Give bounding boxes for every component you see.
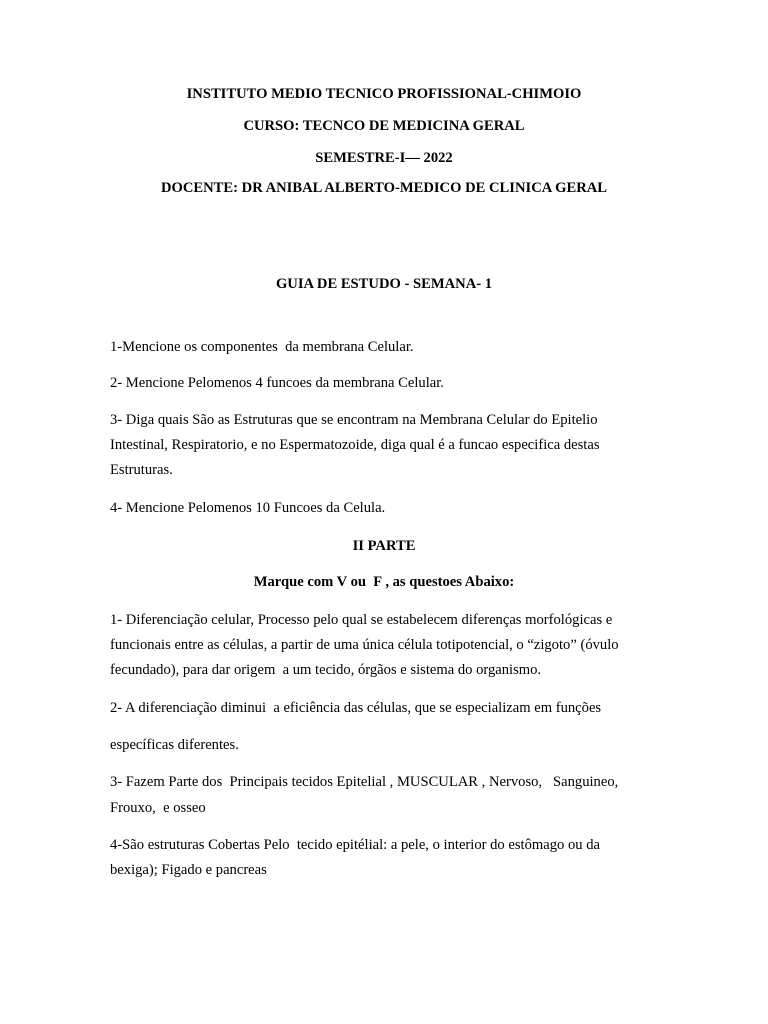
statement-1-line-3: fecundado), para dar origem a um tecido, órgãos e sistema do organismo. bbox=[110, 662, 542, 678]
statement-3-line-1: 3- Fazem Parte dos Principais tecidos Epitelial , MUSCULAR , Nervoso, Sanguineo, bbox=[110, 774, 619, 790]
course-heading: CURSO: TECNCO DE MEDICINA GERAL bbox=[243, 118, 525, 134]
question-3-line-1: 3- Diga quais São as Estruturas que se encontram na Membrana Celular do Epitelio bbox=[110, 412, 598, 428]
statement-1-line-2: funcionais entre as células, a partir de uma única célula totipotencial, o “zigoto” (óvulo bbox=[110, 637, 619, 653]
semester-heading: SEMESTRE-I— 2022 bbox=[315, 150, 453, 166]
part-2-instruction: Marque com V ou F , as questoes Abaixo: bbox=[253, 574, 515, 590]
part-2-title: II PARTE bbox=[352, 538, 416, 554]
statement-1-line-1: 1- Diferenciação celular, Processo pelo qual se estabelecem diferenças morfológicas e bbox=[110, 612, 613, 628]
statement-4-line-2: bexiga); Figado e pancreas bbox=[110, 862, 267, 878]
question-1: 1-Mencione os componentes da membrana Celular. bbox=[110, 339, 414, 355]
teacher-heading: DOCENTE: DR ANIBAL ALBERTO-MEDICO DE CLINICA GERAL bbox=[160, 180, 608, 196]
question-3-line-3: Estruturas. bbox=[110, 462, 173, 478]
institute-heading: INSTITUTO MEDIO TECNICO PROFISSIONAL-CHIMOIO bbox=[186, 86, 582, 102]
question-3-line-2: Intestinal, Respiratorio, e no Espermatozoide, diga qual é a funcao especifica destas bbox=[110, 437, 600, 453]
statement-3-line-2: Frouxo, e osseo bbox=[110, 800, 206, 816]
question-4: 4- Mencione Pelomenos 10 Funcoes da Celula. bbox=[110, 500, 386, 516]
statement-2-line-2: específicas diferentes. bbox=[110, 737, 239, 753]
statement-2-line-1: 2- A diferenciação diminui a eficiência das células, que se especializam em funções bbox=[110, 700, 602, 716]
statement-4-line-1: 4-São estruturas Cobertas Pelo tecido epitélial: a pele, o interior do estômago ou da bbox=[110, 837, 600, 853]
guide-title: GUIA DE ESTUDO - SEMANA- 1 bbox=[275, 276, 493, 292]
question-2: 2- Mencione Pelomenos 4 funcoes da membrana Celular. bbox=[110, 375, 444, 391]
